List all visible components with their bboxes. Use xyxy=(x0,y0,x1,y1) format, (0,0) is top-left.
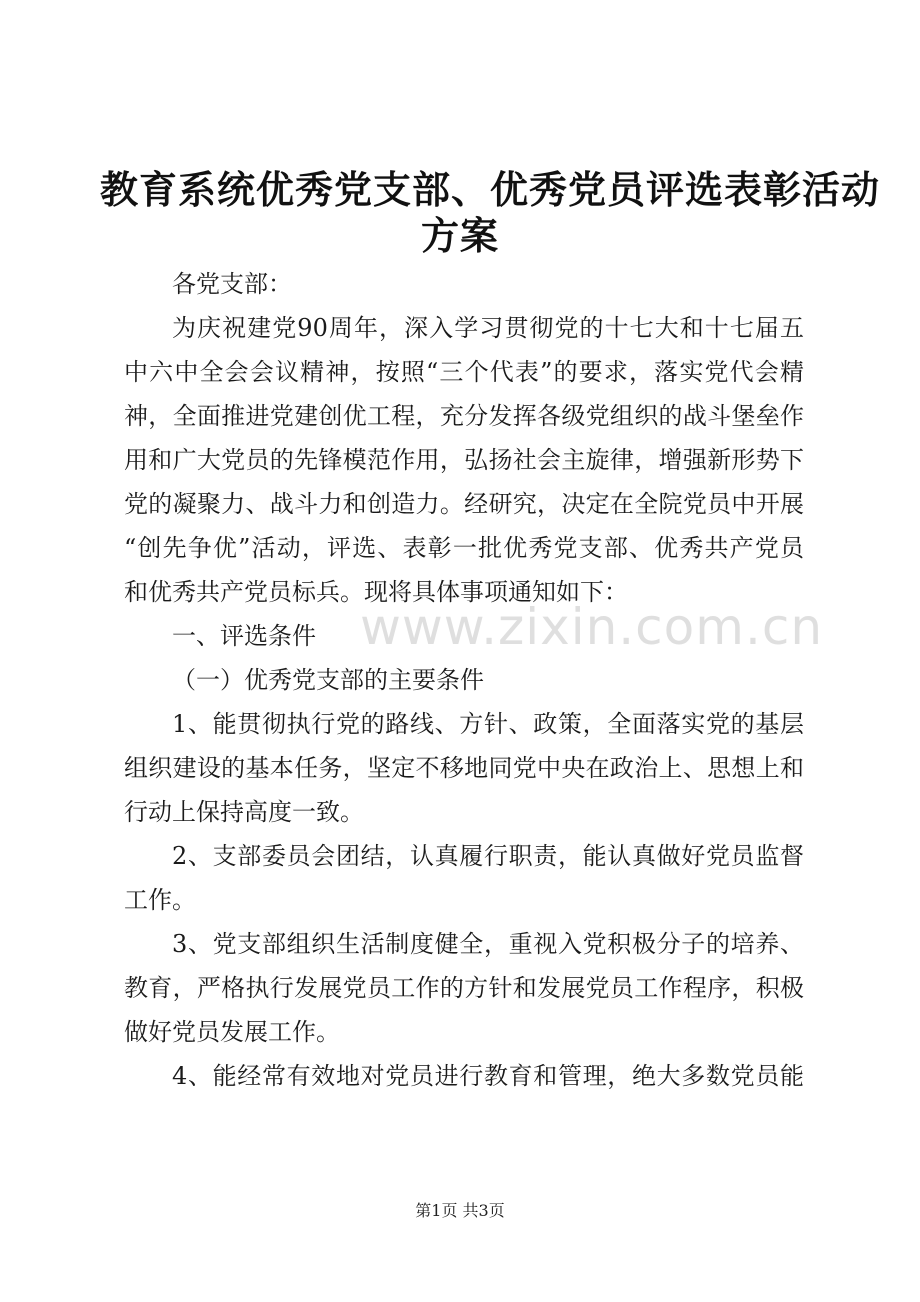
body-line: 行动上保持高度一致。 xyxy=(124,798,364,826)
body-line: 为庆祝建党90周年，深入学习贯彻党的十七大和十七届五 xyxy=(172,314,804,342)
document-title-line-2: 方案 xyxy=(420,214,499,258)
body-line: 1、能贯彻执行党的路线、方针、政策，全面落实党的基层 xyxy=(172,710,804,738)
salutation: 各党支部： xyxy=(172,270,292,298)
body-line: 4、能经常有效地对党员进行教育和管理，绝大多数党员能 xyxy=(172,1062,804,1090)
body-line: 2、支部委员会团结，认真履行职责，能认真做好党员监督 xyxy=(172,842,804,870)
body-line: “创先争优”活动，评选、表彰一批优秀党支部、优秀共产党员 xyxy=(124,534,804,562)
body-line: 和优秀共产党员标兵。现将具体事项通知如下： xyxy=(124,578,628,606)
body-line: 组织建设的基本任务，坚定不移地同党中央在政治上、思想上和 xyxy=(124,754,804,782)
body-line: 中六中全会会议精神，按照“三个代表”的要求，落实党代会精 xyxy=(124,358,804,386)
body-line: 党的凝聚力、战斗力和创造力。经研究，决定在全院党员中开展 xyxy=(124,490,804,518)
section-heading: 一、评选条件 xyxy=(172,622,316,650)
body-line: 3、党支部组织生活制度健全，重视入党积极分子的培养、 xyxy=(172,930,804,958)
document-body xyxy=(124,262,804,1098)
watermark: www.zixin.com.cn xyxy=(360,598,824,656)
body-line: 做好党员发展工作。 xyxy=(124,1018,340,1046)
subsection-heading: （一）优秀党支部的主要条件 xyxy=(172,666,484,694)
body-line: 教育，严格执行发展党员工作的方针和发展党员工作程序，积极 xyxy=(124,974,804,1002)
page-footer: 第1页 共3页 xyxy=(415,1201,505,1220)
document-title-line-1: 教育系统优秀党支部、优秀党员评选表彰活动 xyxy=(100,168,881,212)
body-line: 用和广大党员的先锋模范作用，弘扬社会主旋律，增强新形势下 xyxy=(124,446,804,474)
body-line: 神，全面推进党建创优工程，充分发挥各级党组织的战斗堡垒作 xyxy=(124,402,804,430)
body-line: 工作。 xyxy=(124,886,196,914)
